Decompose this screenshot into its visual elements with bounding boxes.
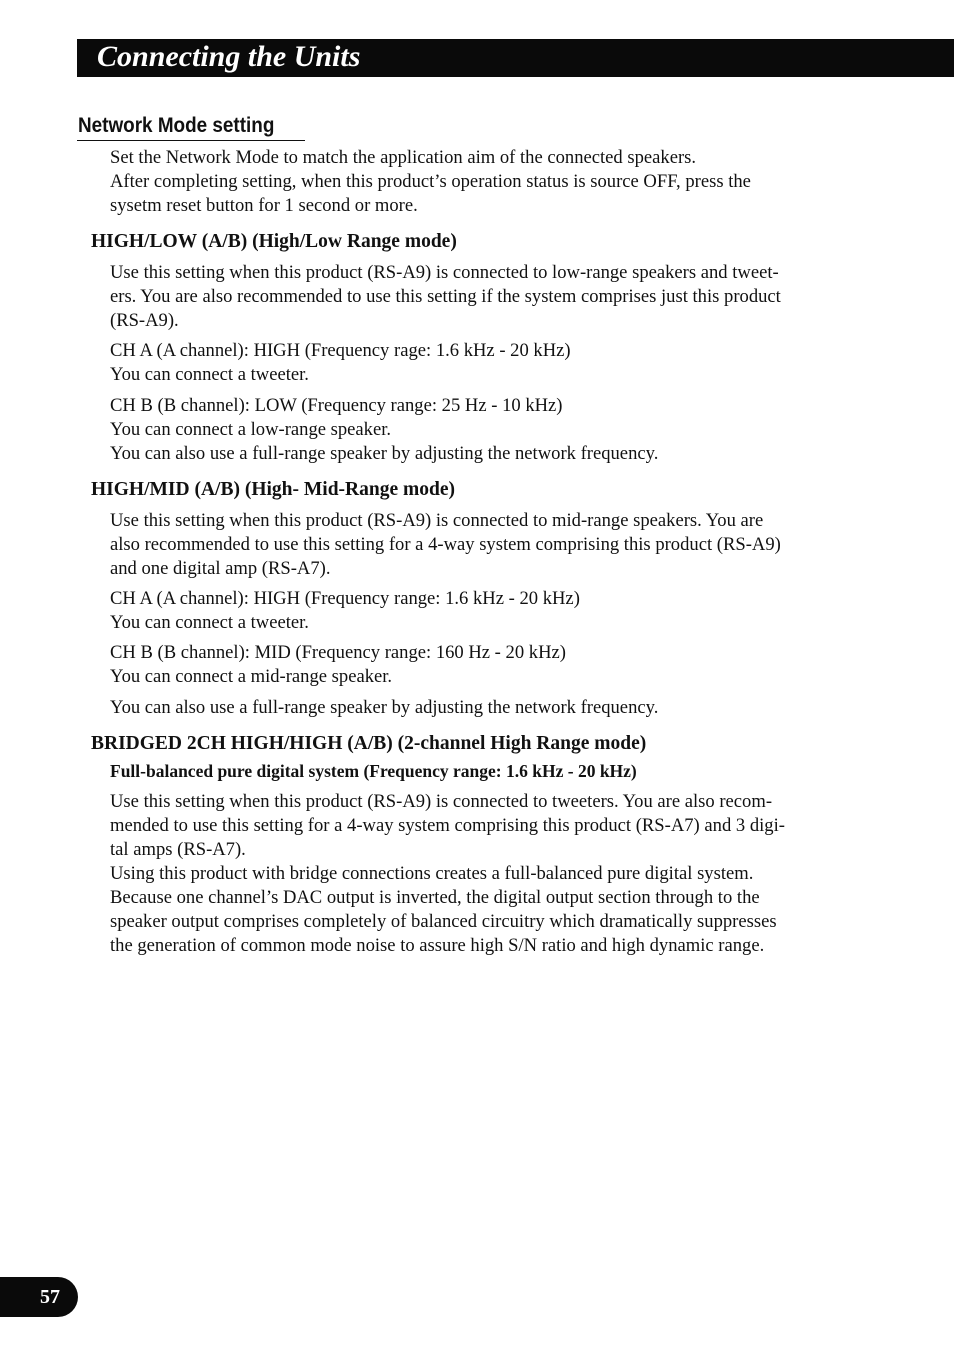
page-header-title: Connecting the Units — [97, 40, 361, 73]
text-line: the generation of common mode noise to assure high S/N ratio and high dynamic range. — [110, 935, 765, 956]
text-line: (RS-A9). — [110, 310, 179, 331]
text-line: ers. You are also recommended to use this setting if the system comprises just this product — [110, 286, 781, 307]
intro-paragraph — [110, 146, 860, 218]
text-line: also recommended to use this setting for a 4-way system comprising this product (RS-A9) — [110, 534, 781, 555]
section-title-underline — [77, 140, 305, 141]
text-line: You can also use a full-range speaker by adjusting the network frequency. — [110, 697, 659, 718]
heading-bridged: BRIDGED 2CH HIGH/HIGH (A/B) (2-channel High Range mode) — [91, 733, 647, 754]
text-line: and one digital amp (RS-A7). — [110, 558, 331, 579]
text-line: sysetm reset button for 1 second or more. — [110, 195, 418, 216]
text-line: CH B (B channel): LOW (Frequency range: 25 Hz - 10 kHz) — [110, 395, 563, 416]
high-mid-ch-b — [110, 641, 860, 689]
text-line: You can connect a tweeter. — [110, 612, 309, 633]
heading-high-low: HIGH/LOW (A/B) (High/Low Range mode) — [91, 231, 457, 252]
bridged-description — [110, 790, 860, 958]
text-line: You can connect a mid-range speaker. — [110, 666, 393, 687]
high-low-ch-a — [110, 339, 860, 387]
text-line: CH A (A channel): HIGH (Frequency range: 1.6 kHz - 20 kHz) — [110, 588, 580, 609]
page-number: 57 — [40, 1286, 60, 1308]
text-line: You can connect a low-range speaker. — [110, 419, 392, 440]
text-line: Use this setting when this product (RS-A9) is connected to tweeters. You are also recom- — [110, 791, 773, 812]
text-line: Using this product with bridge connections creates a full-balanced pure digital system. — [110, 863, 754, 884]
text-line: tal amps (RS-A7). — [110, 839, 246, 860]
page-number-tab — [0, 1277, 78, 1317]
text-line: Use this setting when this product (RS-A9) is connected to mid-range speakers. You are — [110, 510, 764, 531]
text-line: CH B (B channel): MID (Frequency range: 160 Hz - 20 kHz) — [110, 642, 566, 663]
header-bar — [77, 39, 954, 77]
heading-high-mid: HIGH/MID (A/B) (High- Mid-Range mode) — [91, 479, 455, 500]
high-mid-description — [110, 509, 860, 581]
high-mid-ch-a — [110, 587, 860, 635]
high-low-description — [110, 261, 860, 333]
text-line: mended to use this setting for a 4-way system comprising this product (RS-A7) and 3 digi- — [110, 815, 785, 836]
text-line: Set the Network Mode to match the application aim of the connected speakers. — [110, 147, 697, 168]
text-line: You can connect a tweeter. — [110, 364, 309, 385]
text-line: You can also use a full-range speaker by adjusting the network frequency. — [110, 443, 659, 464]
bridged-subheading: Full-balanced pure digital system (Frequency range: 1.6 kHz - 20 kHz) — [110, 761, 637, 781]
section-title: Network Mode setting — [78, 114, 275, 137]
text-line: CH A (A channel): HIGH (Frequency rage: 1.6 kHz - 20 kHz) — [110, 340, 571, 361]
text-line: Use this setting when this product (RS-A9) is connected to low-range speakers and tweet- — [110, 262, 779, 283]
text-line: After completing setting, when this product’s operation status is source OFF, press the — [110, 171, 751, 192]
text-line: speaker output comprises completely of balanced circuitry which dramatically suppresses — [110, 911, 777, 932]
high-low-ch-b — [110, 394, 860, 466]
text-line: Because one channel’s DAC output is inverted, the digital output section through to the — [110, 887, 760, 908]
high-mid-note — [110, 696, 860, 720]
